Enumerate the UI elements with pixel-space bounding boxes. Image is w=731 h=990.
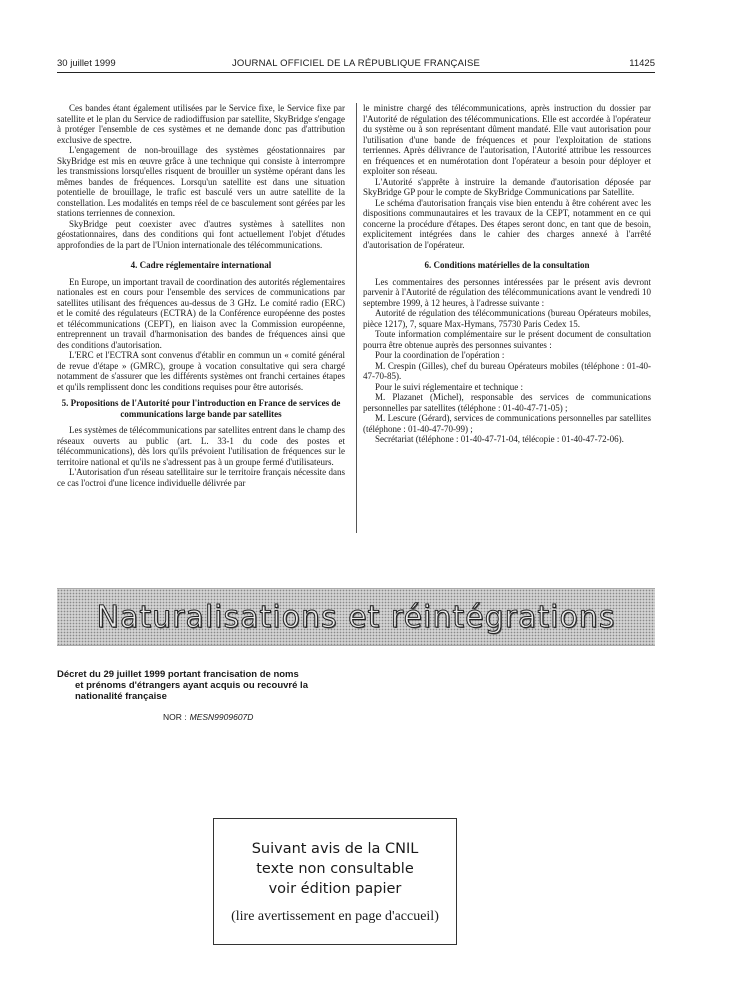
paragraph: Pour le suivi réglementaire et technique : xyxy=(375,381,523,392)
decree-title-line: nationalité française xyxy=(75,691,167,702)
header-page-number: 11425 xyxy=(629,58,655,69)
notice-line: Suivant avis de la CNIL xyxy=(251,841,419,857)
paragraph: Toute information complémentaire sur le présent document de consultation pourra être obtenue auprès des personnes suivantes : xyxy=(363,329,651,350)
paragraph: Autorité de régulation des télécommunications (bureau Opérateurs mobiles, pièce 1217), 7, square Max-Hymans, 75730 Paris Cedex 15. xyxy=(363,308,651,329)
paragraph: L'Autorité s'apprête à instruire la demande d'autorisation déposée par SkyBridge GP pour le compte de SkyBridge Communications par Satellite. xyxy=(363,176,651,197)
header-rule xyxy=(57,72,655,73)
column-divider xyxy=(356,103,357,533)
decree-title xyxy=(57,669,357,702)
paragraph: le ministre chargé des télécommunications, après instruction du dossier par l'Autorité de régulation des télécommunications. Elle est accordée à l'opérateur du système ou à son représentant dûment mandaté. Elle vaut autorisation pour l'utilisation d'une bande de fréquences et pour l'exploitation de stations terriennes. Après délivrance de l'autorisation, l'Autorité attribue les ressources en fréquences et en numérotation dont l'opérateur a besoin pour déployer et exploiter son réseau. xyxy=(363,103,651,176)
section-heading-4: 4. Cadre réglementaire international xyxy=(130,260,272,270)
section-heading-5: 5. Propositions de l'Autorité pour l'introduction en France de services de communications large bande par satellites xyxy=(61,398,341,419)
nor-value: MESN9909607D xyxy=(189,712,254,722)
paragraph: En Europe, un important travail de coordination des autorités réglementaires nationales est en cours pour l'ensemble des services de communications par satellites utilisant des fréquences au-dessus de 3 GHz. Le comité radio (ERC) et le comité des régulateurs (ECTRA) de la Conférence européenne des postes et télécommunications (CEPT), en liaison avec la Commission européenne, entreprennent un travail d'harmonisation des bandes de fréquences ainsi que des conditions d'autorisation. xyxy=(57,276,345,350)
nor-reference xyxy=(163,712,253,722)
left-column xyxy=(57,103,345,488)
paragraph: Les commentaires des personnes intéressées par le présent avis devront parvenir à l'Autorité de régulation des télécommunications avant le vendredi 10 septembre 1999, à 12 heures, à l'adresse suivante : xyxy=(363,276,651,308)
paragraph: Le schéma d'autorisation français vise bien entendu à être cohérent avec les dispositions communautaires et les travaux de la CEPT, notamment en ce qui concerne la procédure d'étapes. Des étapes seront donc, en tant que de besoin, explicitement intégrées dans le cahier des charges annexé à l'arrêté d'autorisation de l'opérateur. xyxy=(363,197,651,250)
paragraph: Secrétariat (téléphone : 01-40-47-71-04, télécopie : 01-40-47-72-06). xyxy=(375,434,624,444)
section-heading-6: 6. Conditions matérielles de la consultation xyxy=(424,260,590,270)
header-date: 30 juillet 1999 xyxy=(57,58,116,69)
paragraph: M. Crespin (Gilles), chef du bureau Opérateurs mobiles (téléphone : 01-40-47-70-85). xyxy=(363,360,651,381)
paragraph: Les systèmes de télécommunications par satellites entrent dans le champ des réseaux ouverts au public (art. L. 33-1 du code des postes et télécommunications), dès lors qu'ils prévoient l'utilisation de fréquences sur le territoire national et qu'ils ne s'adressent pas à un groupe fermé d'utilisateurs. xyxy=(57,425,345,467)
paragraph: L'Autorisation d'un réseau satellitaire sur le territoire français nécessite dans ce cas l'octroi d'une licence individuelle délivrée par xyxy=(57,467,345,488)
paragraph: Pour la coordination de l'opération : xyxy=(375,350,505,360)
paragraph: M. Lescure (Gérard), services de communications personnelles par satellites (téléphone : 01-40-47-70-99) ; xyxy=(363,413,651,434)
nor-label: NOR : xyxy=(163,712,187,722)
page-header xyxy=(57,58,655,72)
decree-title-line: et prénoms d'étrangers ayant acquis ou recouvré la xyxy=(75,680,308,691)
header-journal-title: JOURNAL OFFICIEL DE LA RÉPUBLIQUE FRANÇAISE xyxy=(231,58,481,69)
paragraph: Ces bandes étant également utilisées par le Service fixe, le Service fixe par satellite et le plan du Service de radiodiffusion par satellite, SkyBridge s'engage à protéger l'ensemble de ces systèmes et ne demande donc pas d'attribution exclusive de spectre. xyxy=(57,103,345,145)
notice-warning-link[interactable]: (lire avertissement en page d'accueil) xyxy=(231,909,439,924)
right-column xyxy=(363,103,651,445)
banner-title: Naturalisations et réintégrations xyxy=(96,599,616,635)
notice-line: texte non consultable xyxy=(256,861,414,877)
paragraph: L'engagement de non-brouillage des systèmes géostationnaires par SkyBridge est mis en œuvre grâce à une technique qui consiste à interrompre les transmissions lorsqu'elles risquent de brouiller un système opérant dans les mêmes bandes de fréquences. Lorsqu'un satellite est dans une situation potentielle de brouillage, le trafic est basculé vers un autre satellite de la constellation. Les modalités en temps réel de ce basculement sont gérées par les stations terriennes de connexion. xyxy=(57,145,345,218)
paragraph: SkyBridge peut coexister avec d'autres systèmes à satellites non géostationnaires, dans des conditions qui font actuellement l'objet d'études approfondies de la part de l'Union internationale des télécommunications. xyxy=(57,218,345,250)
paragraph: L'ERC et l'ECTRA sont convenus d'établir en commun un « comité général de revue d'étape » (GMRC), groupe à vocation consultative qui sera chargé notamment de s'assurer que les différents systèmes ont franchi certaines étapes et qu'ils remplissent donc les conditions requises pour être autorisés. xyxy=(57,350,345,392)
cnil-notice-box xyxy=(213,818,457,945)
decree-title-line: Décret du 29 juillet 1999 portant francisation de noms xyxy=(57,669,299,680)
notice-line: voir édition papier xyxy=(268,881,402,897)
paragraph: M. Plazanet (Michel), responsable des services de communications personnelles par satellites (téléphone : 01-40-47-71-05) ; xyxy=(363,392,651,413)
section-banner xyxy=(57,588,655,646)
